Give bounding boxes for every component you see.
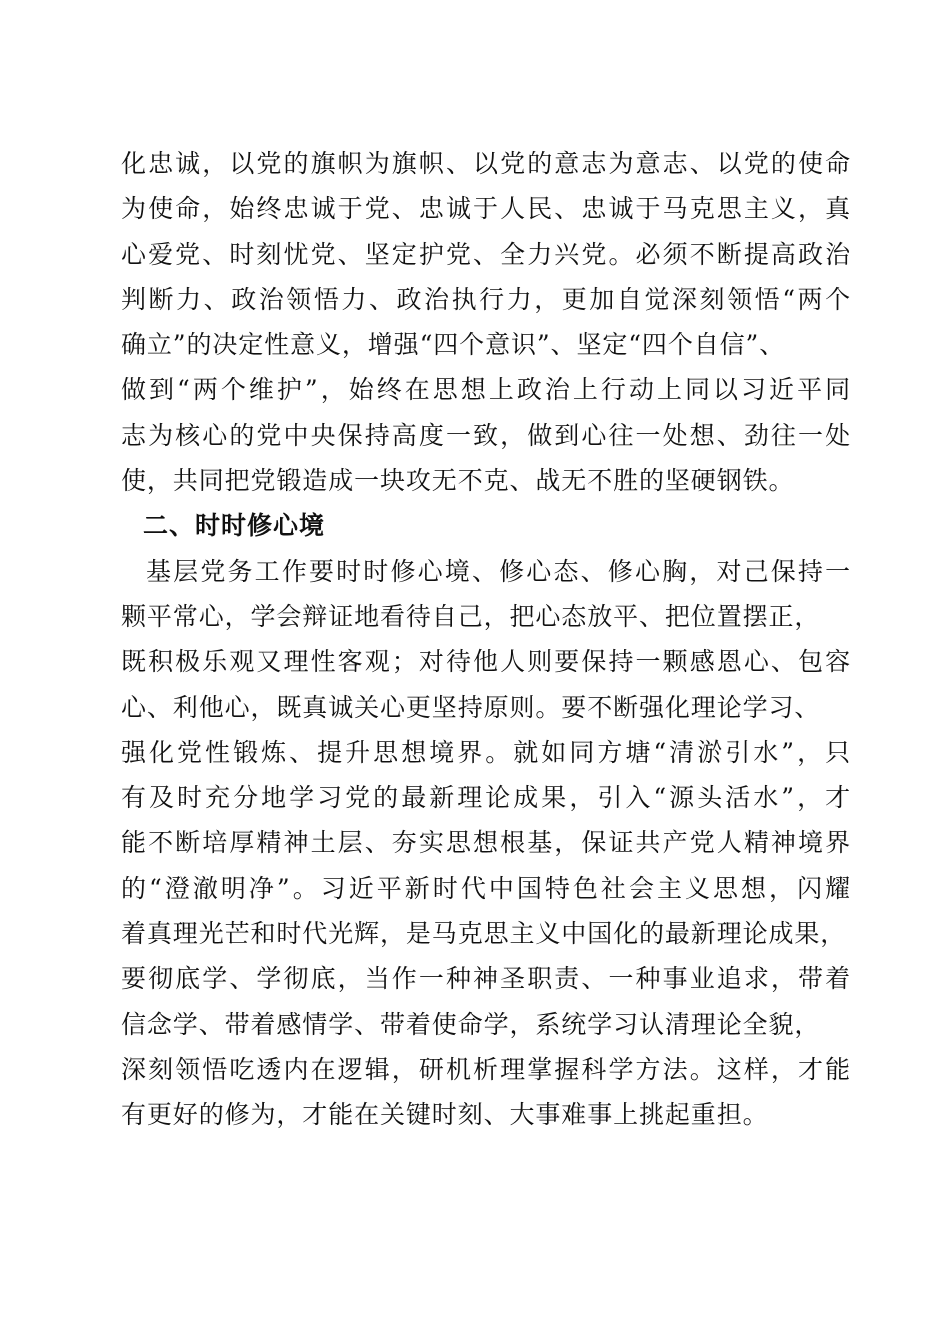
- text-line: 判断力、政治领悟力、政治执行力，更加自觉深刻领悟“两个: [121, 284, 851, 314]
- text-line: 为使命，始终忠诚于党、忠诚于人民、忠诚于马克思主义，真: [121, 194, 851, 224]
- text-line: 要彻底学、学彻底，当作一种神圣职责、一种事业追求，带着: [121, 964, 851, 994]
- text-line: 信念学、带着感情学、带着使命学，系统学习认清理论全貌，: [121, 1009, 821, 1039]
- paragraph-loyalty: [121, 141, 851, 503]
- text-line: 既积极乐观又理性客观；对待他人则要保持一颗感恩心、包容: [121, 647, 851, 677]
- text-line: 的“澄澈明净”。习近平新时代中国特色社会主义思想，闪耀: [121, 873, 851, 903]
- text-line: 心、利他心，既真诚关心更坚持原则。要不断强化理论学习、: [121, 692, 821, 722]
- text-line: 有及时充分地学习党的最新理论成果，引入“源头活水”，才: [121, 783, 851, 813]
- section-heading: 二、时时修心境: [143, 511, 326, 541]
- text-line: 着真理光芒和时代光辉，是马克思主义中国化的最新理论成果，: [121, 919, 847, 949]
- text-line: 颗平常心，学会辩证地看待自己，把心态放平、把位置摆正，: [121, 601, 821, 631]
- paragraph-mindset: [121, 549, 851, 1138]
- text-line: 化忠诚，以党的旗帜为旗帜、以党的意志为意志、以党的使命: [121, 149, 851, 178]
- text-line: 确立”的决定性意义，增强“四个意识”、坚定“四个自信”、: [121, 330, 786, 360]
- text-line: 有更好的修为，才能在关键时刻、大事难事上挑起重担。: [121, 1100, 769, 1130]
- document-body: [121, 141, 851, 1138]
- text-line: 深刻领悟吃透内在逻辑，研机析理掌握科学方法。这样，才能: [121, 1054, 851, 1084]
- text-line: 基层党务工作要时时修心境、修心态、修心胸，对己保持一: [146, 556, 851, 586]
- text-line: 使，共同把党锻造成一块攻无不克、战无不胜的坚硬钢铁。: [121, 466, 795, 496]
- text-line: 能不断培厚精神土层、夯实思想根基，保证共产党人精神境界: [121, 828, 851, 858]
- text-line: 心爱党、时刻忧党、坚定护党、全力兴党。必须不断提高政治: [121, 239, 851, 269]
- text-line: 志为核心的党中央保持高度一致，做到心往一处想、劲往一处: [121, 420, 851, 450]
- text-line: 强化党性锻炼、提升思想境界。就如同方塘“清淤引水”，只: [121, 737, 851, 767]
- text-line: 做到“两个维护”，始终在思想上政治上行动上同以习近平同: [121, 375, 851, 405]
